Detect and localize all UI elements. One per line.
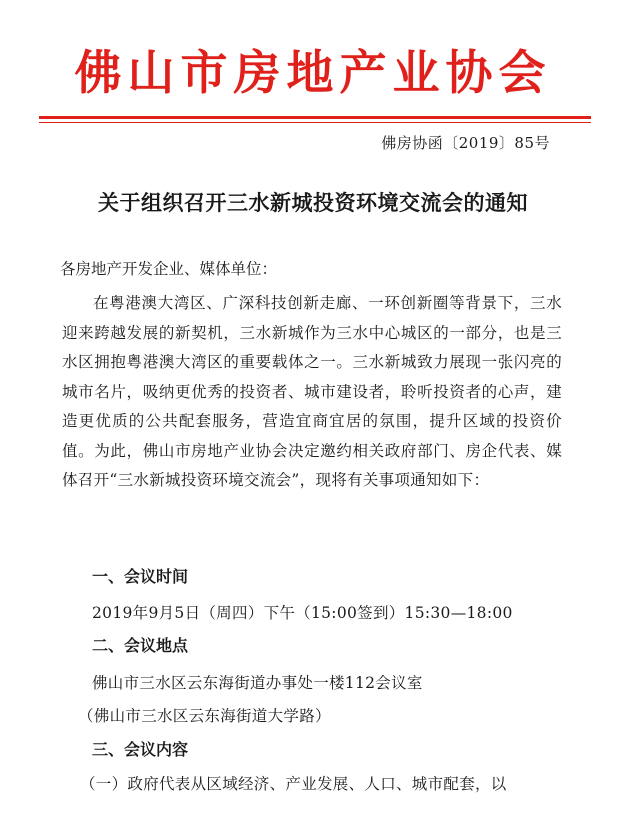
intro-paragraph: 在粤港澳大湾区、广深科技创新走廊、一环创新圈等背景下，三水迎来跨越发展的新契机，三水新城作为三水中心城区的一部分，也是三水区拥抱粤港澳大湾区的重要载体之一。三水新城致力展现一张闪亮的城市名片，吸纳更优秀的投资者、城市建设者，聆听投资者的心声，建造更优质的公共配套服务，营造宜商宜居的氛围，提升区域的投资价值。为此，佛山市房地产业协会决定邀约相关政府部门、房企代表、媒体召开“三水新城投资环境交流会”，现将有关事项通知如下： [62, 294, 562, 489]
document-title: 关于组织召开三水新城投资环境交流会的通知 [98, 191, 528, 215]
letterhead-org-name: 佛山市房地产业协会 [74, 46, 552, 101]
salutation: 各房地产开发企业、媒体单位： [60, 260, 278, 278]
meeting-content-item-1: （一）政府代表从区域经济、产业发展、人口、城市配套，以 [80, 775, 507, 793]
section-heading-location: 二、会议地点 [92, 636, 189, 655]
meeting-location: 佛山市三水区云东海街道办事处一楼112会议室 [92, 674, 423, 692]
meeting-address: （佛山市三水区云东海街道大学路） [78, 707, 331, 725]
document-number: 佛房协函〔2019〕85号 [381, 134, 550, 152]
letterhead-red-rule-thin [39, 122, 591, 123]
section-heading-content: 三、会议内容 [92, 740, 189, 759]
letterhead-red-rule [39, 116, 591, 119]
meeting-time: 2019年9月5日（周四）下午（15:00签到）15:30—18:00 [92, 604, 513, 622]
section-heading-time: 一、会议时间 [92, 567, 189, 586]
